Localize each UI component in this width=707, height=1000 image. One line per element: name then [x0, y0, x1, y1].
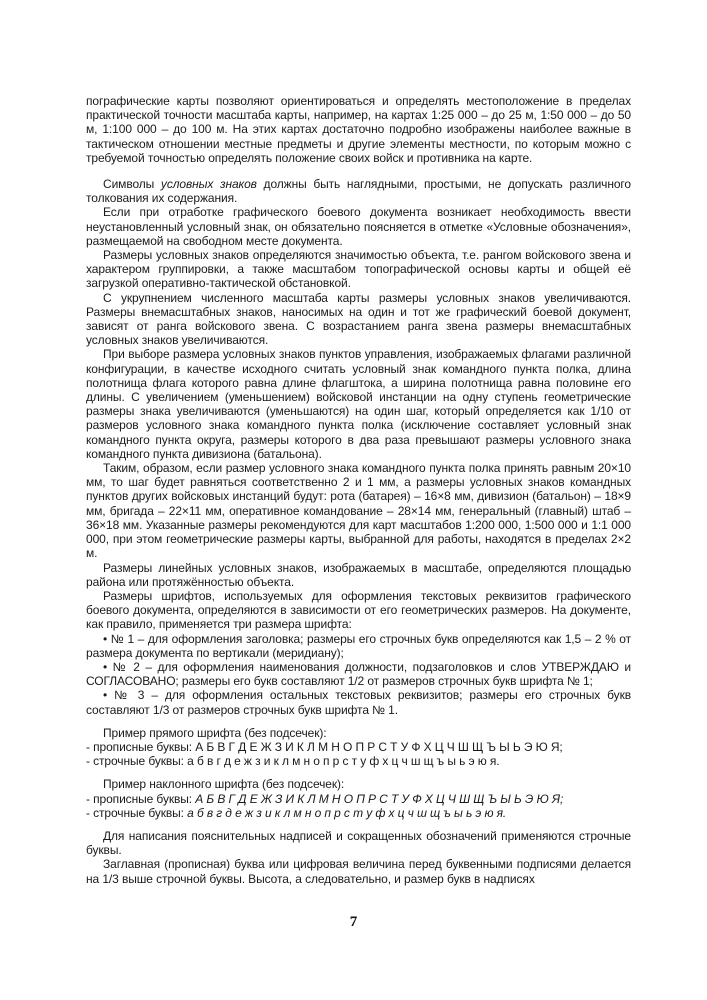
paragraph-font-sizes: Размеры шрифтов, используемых для оформления текстовых реквизитов графического боевого документа, определяются в зависимости от его геометрических размеров. На документе, как правило, применяется три размера шрифта: [86, 588, 631, 632]
sample-straight-upper [86, 740, 631, 754]
paragraph-map-accuracy: пографические карты позволяют ориентироваться и определять местоположение в пределах практической точности масштаба карты, например, на картах 1:25 000 – до 25 м, 1:50 000 – до 50 м, 1:100 000 – до 100 м. На этих картах достаточно подробно изображены наиболее важные в тактическом отношении местные предметы и другие элементы местности, по которым можно с требуемой точностью определять положение своих войск и противника на карте. [86, 94, 631, 165]
paragraph-command-post-flags: При выборе размера условных знаков пунктов управления, изображаемых флагами различной конфигурации, в качестве исходного считать условный знак командного пункта полка, длина полотнища флага которого равна длине флагштока, а ширина полотнища равна половине его длины. С увеличением (уменьшением) войсковой инстанции на одну ступень геометрические размеры знака увеличиваются (уменьшаются) на один шаг, который определяется как 1/10 от размеров условного знака командного пункта полка (исключение составляет условный знак командного пункта округа, размеры которого в два раза превышают размеры условного знака командного пункта дивизиона (батальона). [86, 347, 631, 461]
paragraph-lowercase-usage: Для написания пояснительных надписей и сокращенных обозначений применяются строчные буквы. [86, 828, 631, 858]
paragraph-capital-letters: Заглавная (прописная) буква или цифровая величина перед буквенными подписями делается на 1/3 выше строчной буквы. Высота, а следовательно, и размер букв в надписях [86, 857, 631, 886]
sample-italic-lower-label: - строчные буквы: [86, 805, 188, 820]
paragraph-linear-symbols: Размеры линейных условных знаков, изображаемых в масштабе, определяются площадью района или протяжённостью объекта. [86, 560, 631, 589]
bullet-font-2: • № 2 – для оформления наименования должности, подзаголовков и слов УТВЕРЖДАЮ и СОГЛАСОВАНО; размеры его букв составляют 1/2 от размеров строчных букв шрифта № 1; [86, 659, 631, 689]
paragraph-symbol-sizes: Размеры условных знаков определяются значимостью объекта, т.е. рангом войскового звена и характером группировки, а также масштабом топографической основы карты и общей её загрузкой оперативно-тактической обстановкой. [86, 248, 631, 291]
page-number: 7 [349, 914, 358, 930]
sample-italic-title: Пример наклонного шрифта (без подсечек): [103, 777, 345, 792]
italic-term: условных знаков [160, 177, 257, 192]
paragraph-symbols-end: должны быть наглядными, простыми, не допускать различного толкования их содержания. [86, 177, 632, 206]
sample-italic-upper [86, 792, 631, 806]
bullet-font-1: • № 1 – для оформления заголовка; размеры его строчных букв определяются как 1,5 – 2 % от размера документа по вертикали (меридиану); [86, 631, 631, 660]
sample-italic-upper-letters: А Б В Г Д Е Ж З И К Л М Н О П Р С Т У Ф Х Ц Ч Ш Щ Ъ Ы Ь Э Ю Я; [195, 791, 564, 806]
sample-straight-upper-letters: А Б В Г Д Е Ж З И К Л М Н О П Р С Т У Ф Х Ц Ч Ш Щ Ъ Ы Ь Э Ю Я; [195, 739, 563, 754]
paragraph-new-symbol: Если при отработке графического боевого документа возникает необходимость ввести неустановленный условный знак, он обязательно поясняется в отметке «Условные обозначения», размещаемой на свободном месте документа. [86, 205, 631, 248]
body-text [86, 94, 631, 886]
sample-straight-lower [86, 754, 631, 768]
sample-straight-lower-label: - строчные буквы: [86, 754, 188, 769]
paragraph-symbols [86, 177, 631, 205]
paragraph-size-examples: Таким, образом, если размер условного знака командного пункта полка принять равным 20×10 мм, то шаг будет равняться соответственно 2 и 1 мм, а размеры условных знаков командных пунктов других войсковых инстанций будут: рота (батарея) – 16×8 мм, дивизион (батальон) – 18×9 мм, бригада – 22×11 мм, оперативное командование – 28×14 мм, генеральный (главный) штаб – 36×18 мм. Указанные размеры рекомендуются для карт масштабов 1:200 000, 1:500 000 и 1:1 000 000, при этом геометрические размеры карты, выбранной для работы, находятся в пределах 2×2 м. [86, 461, 631, 561]
paragraph-scale-enlargement: С укрупнением численного масштаба карты размеры условных знаков увеличиваются. Размеры внемасштабных знаков, наносимых на один и тот же графический боевой документ, зависят от ранга войскового звена. С возрастанием ранга звена размеры внемасштабных условных знаков увеличиваются. [86, 290, 631, 348]
sample-italic-upper-label: - прописные буквы: [86, 791, 196, 806]
sample-italic-lower [86, 806, 631, 820]
sample-italic-lower-letters: а б в г д е ж з и к л м н о п р с т у ф х ц ч ш щ ъ ы ь э ю я. [187, 805, 507, 820]
sample-straight-lower-letters: а б в г д е ж з и к л м н о п р с т у ф х ц ч ш щ ъ ы ь э ю я. [187, 754, 500, 769]
sample-straight-title: Пример прямого шрифта (без подсечек): [103, 725, 327, 740]
paragraph-symbols-start: Символы [103, 177, 161, 192]
sample-straight-upper-label: - прописные буквы: [86, 739, 196, 754]
bullet-font-3: • № 3 – для оформления остальных текстовых реквизитов; размеры его строчных букв составляют 1/3 от размеров строчных букв шрифта № 1. [86, 688, 631, 717]
